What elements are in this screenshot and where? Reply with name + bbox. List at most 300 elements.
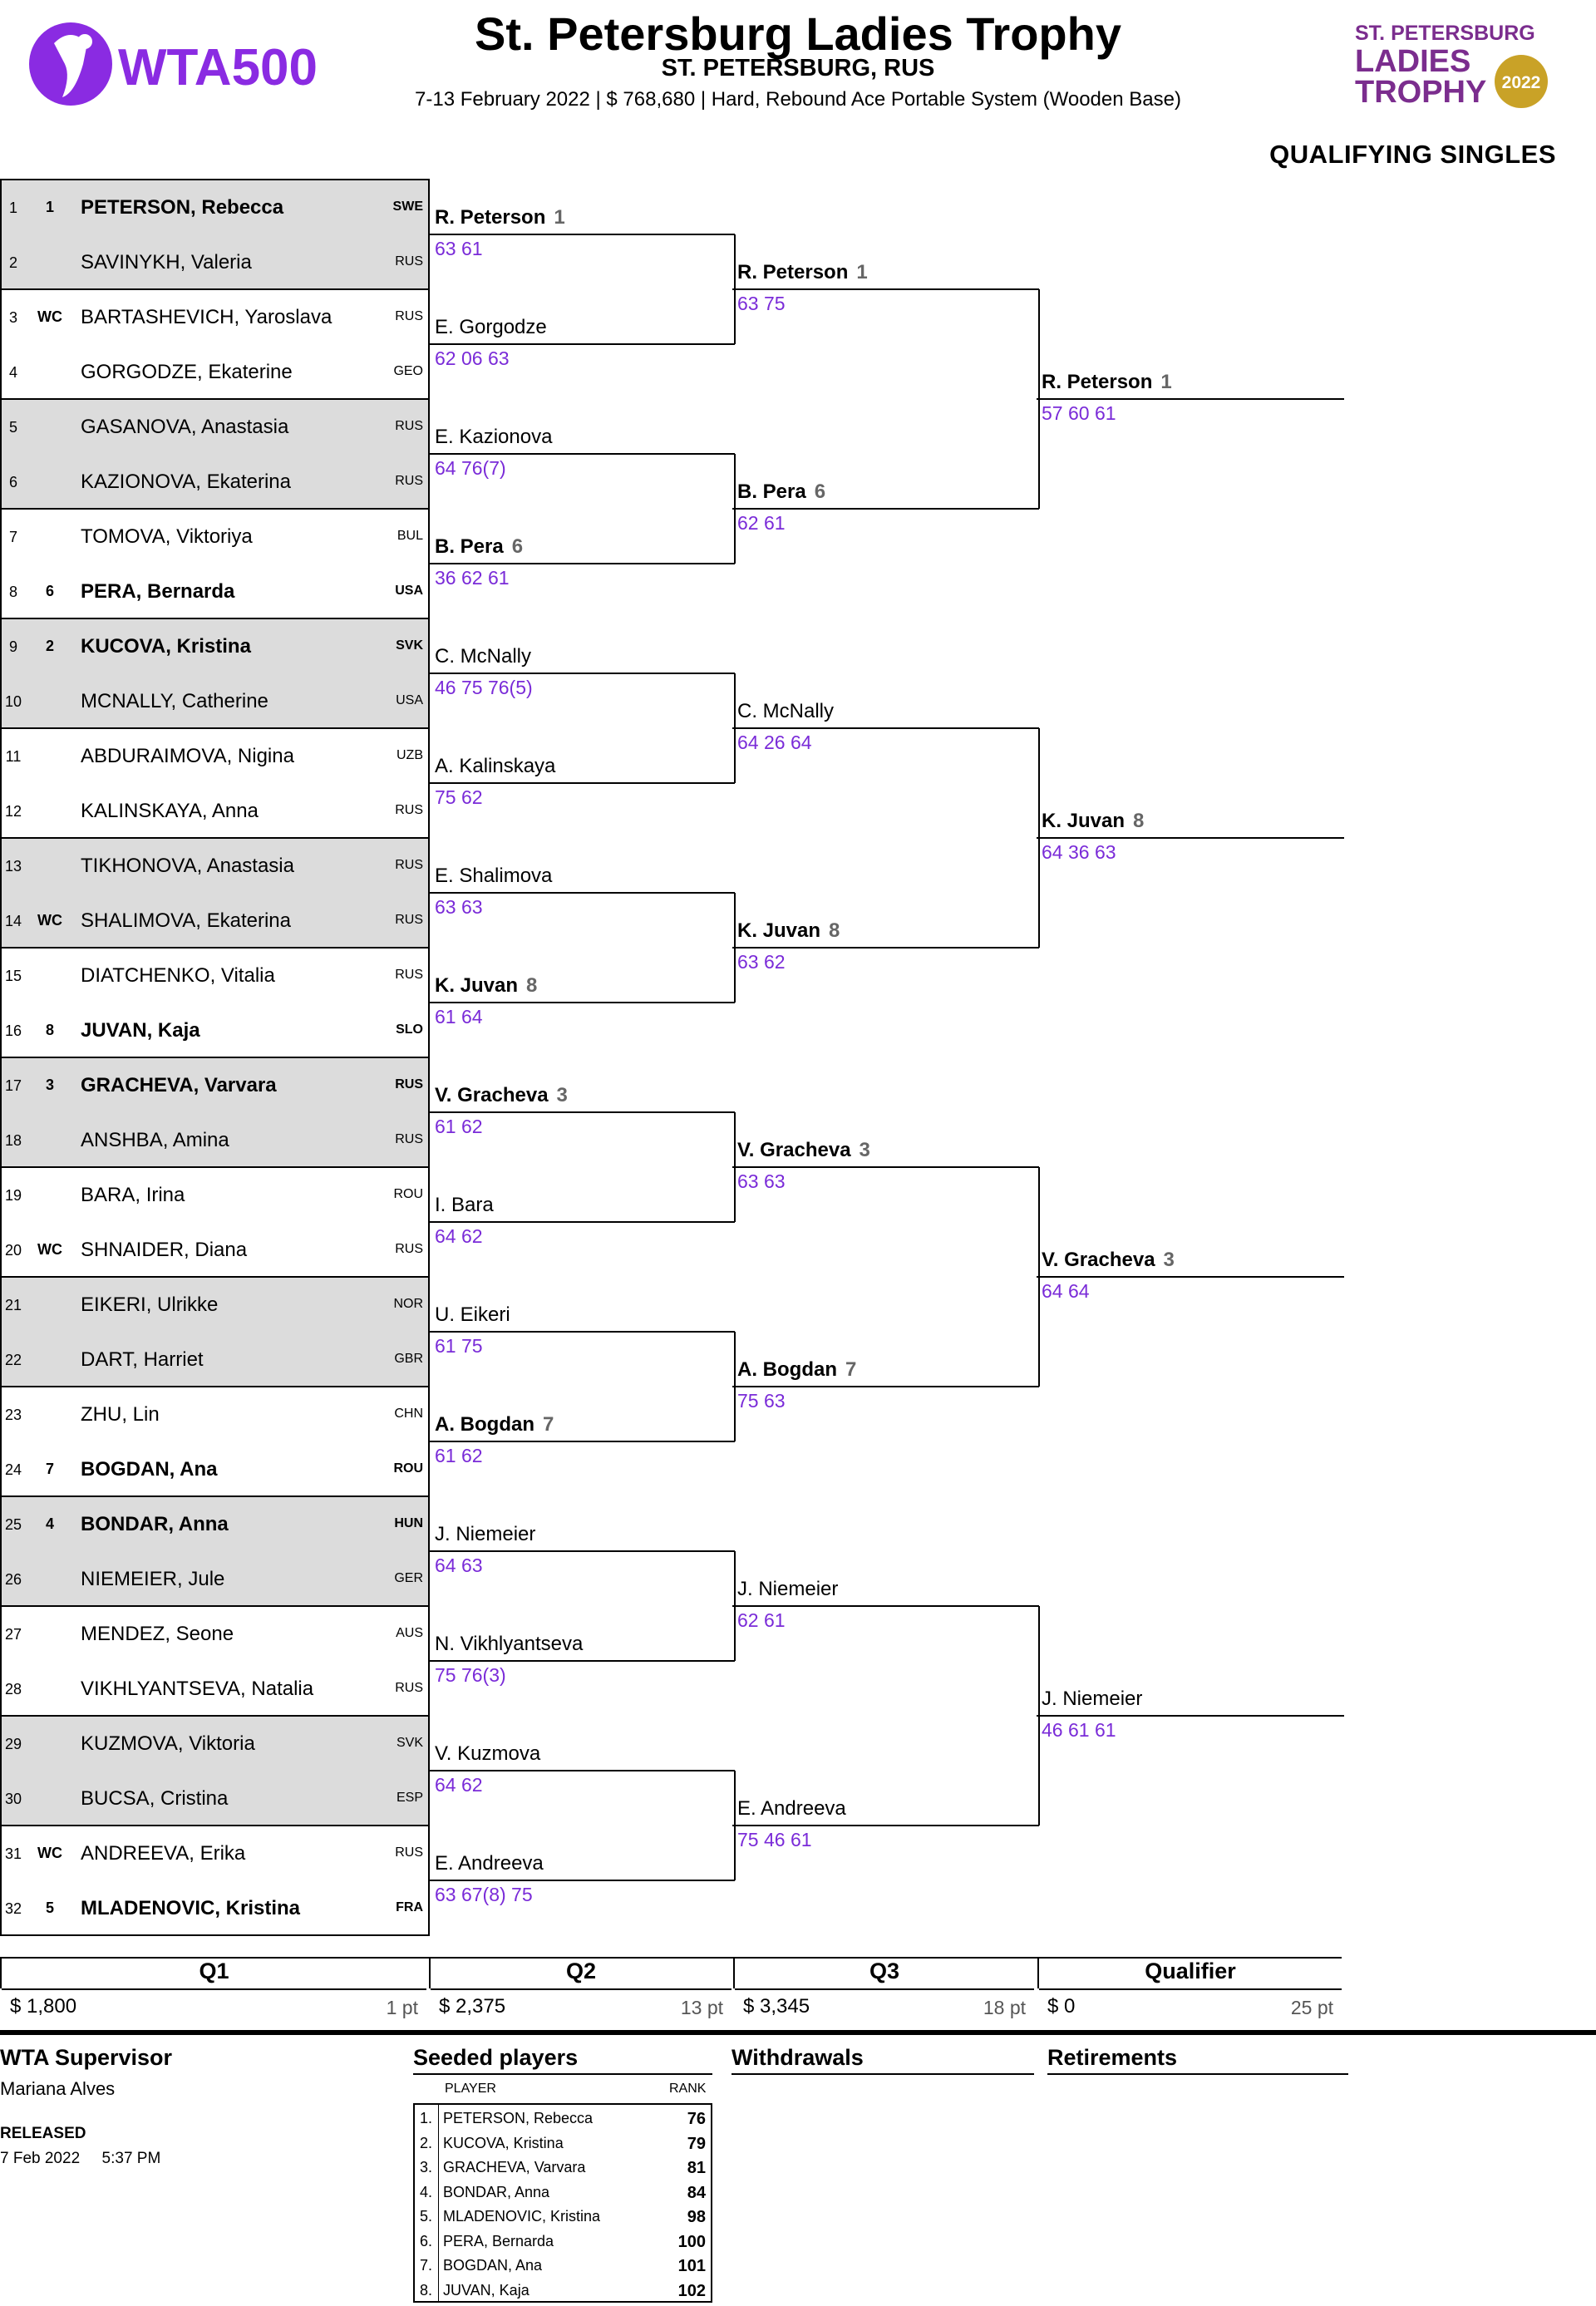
- player-nationality: GEO: [393, 364, 423, 378]
- match-score: 64 62: [435, 1225, 483, 1247]
- footer-separator: [0, 2030, 1596, 2035]
- player-nationality: RUS: [395, 474, 423, 488]
- match-score: 64 36 63: [1042, 841, 1116, 863]
- match-score: 63 61: [435, 238, 483, 259]
- bracket-line: [430, 453, 735, 455]
- seed-marker: 3: [45, 1077, 54, 1093]
- event-logo-line1: ST. PETERSBURG: [1355, 22, 1535, 45]
- match-score: 46 61 61: [1042, 1719, 1116, 1741]
- slot-divider: [0, 1386, 430, 1387]
- match-winner: [435, 1413, 554, 1436]
- released-date: 7 Feb 2022 5:37 PM: [0, 2150, 161, 2167]
- match-winner: [1042, 1249, 1175, 1272]
- player-nationality: ROU: [393, 1461, 423, 1476]
- match-winner: [435, 865, 552, 888]
- match-score: 64 76(7): [435, 457, 506, 479]
- winner-seed: 8: [829, 919, 840, 942]
- player-slot: [0, 1167, 430, 1222]
- slot-frame-right: [428, 180, 430, 1935]
- draw-position: 14: [4, 913, 22, 929]
- winner-name: K. Juvan: [737, 919, 821, 942]
- player-nationality: RUS: [395, 1681, 423, 1695]
- round-header: Q3: [869, 1959, 900, 1983]
- player-slot: [0, 399, 430, 454]
- player-name: KALINSKAYA, Anna: [81, 800, 259, 822]
- winner-seed: 7: [543, 1413, 554, 1436]
- seeded-player-rank: 84: [687, 2183, 706, 2202]
- winner-name: E. Andreeva: [737, 1797, 846, 1820]
- seed-number: 8.: [420, 2281, 433, 2299]
- match-winner: [435, 316, 547, 339]
- slot-divider: [0, 1276, 430, 1278]
- player-slot: [0, 509, 430, 564]
- slot-divider: [0, 288, 430, 290]
- player-name: BONDAR, Anna: [81, 1513, 229, 1535]
- winner-seed: 3: [556, 1084, 568, 1106]
- player-nationality: ESP: [396, 1791, 423, 1805]
- seed-number: 4.: [420, 2183, 433, 2200]
- draw-position: 6: [8, 474, 17, 490]
- draw-position: 29: [4, 1736, 22, 1752]
- winner-seed: 8: [1133, 810, 1145, 832]
- match-score: 64 64: [1042, 1280, 1090, 1302]
- bracket-line: [430, 563, 735, 564]
- draw-position: 12: [4, 803, 22, 820]
- player-slot: [0, 1057, 430, 1112]
- bracket-line: [430, 1770, 735, 1771]
- bracket-line: [1037, 1276, 1344, 1278]
- bracket-line: [430, 673, 735, 674]
- player-name: DART, Harriet: [81, 1348, 204, 1371]
- seed-number: 5.: [420, 2208, 433, 2225]
- player-nationality: RUS: [395, 1077, 423, 1091]
- released-label: RELEASED: [0, 2125, 86, 2142]
- player-nationality: RUS: [395, 1242, 423, 1256]
- match-winner: [435, 535, 523, 559]
- player-slot: [0, 1716, 430, 1771]
- slot-divider: [0, 1495, 430, 1497]
- player-slot: [0, 1003, 430, 1057]
- player-name: KUZMOVA, Viktoria: [81, 1732, 255, 1755]
- player-slot: [0, 234, 430, 289]
- winner-name: U. Eikeri: [435, 1303, 510, 1326]
- bracket-line: [430, 343, 735, 345]
- draw-position: 16: [4, 1022, 22, 1039]
- round-header: Qualifier: [1145, 1959, 1236, 1983]
- withdrawals-title: Withdrawals: [732, 2045, 864, 2070]
- player-nationality: GBR: [394, 1352, 423, 1366]
- draw-position: 28: [4, 1681, 22, 1697]
- seeded-row: [413, 2105, 712, 2129]
- player-slot: [0, 1222, 430, 1277]
- winner-name: J. Niemeier: [1042, 1688, 1143, 1710]
- supervisor-name: Mariana Alves: [0, 2078, 116, 2099]
- player-nationality: UZB: [397, 748, 423, 762]
- player-name: MENDEZ, Seone: [81, 1623, 234, 1645]
- player-name: GASANOVA, Anastasia: [81, 416, 289, 438]
- player-nationality: RUS: [395, 858, 423, 872]
- bracket-line: [732, 1825, 1039, 1826]
- seeded-player-name: BONDAR, Anna: [443, 2183, 550, 2200]
- winner-name: E. Shalimova: [435, 865, 553, 887]
- player-slot: [0, 1771, 430, 1826]
- player-slot: [0, 728, 430, 783]
- seed-number: 7.: [420, 2257, 433, 2274]
- slot-divider: [0, 179, 430, 180]
- bracket-line: [732, 727, 1039, 729]
- event-logo-line3: TROPHY: [1355, 75, 1487, 110]
- match-score: 36 62 61: [435, 567, 510, 589]
- player-name: BARA, Irina: [81, 1184, 185, 1206]
- seed-number: 3.: [420, 2159, 433, 2175]
- player-nationality: RUS: [395, 803, 423, 817]
- winner-seed: 1: [1160, 371, 1172, 393]
- event-logo: [1355, 18, 1554, 110]
- seeded-row: [413, 2277, 712, 2301]
- match-winner: [737, 700, 834, 723]
- draw-position: 15: [4, 968, 22, 984]
- match-score: 75 46 61: [737, 1829, 812, 1850]
- round-header-underline: [1039, 1988, 1342, 1990]
- winner-seed: 3: [1163, 1249, 1175, 1271]
- player-slot: [0, 289, 430, 344]
- bracket-line: [1037, 837, 1344, 839]
- bracket-line: [732, 288, 1039, 290]
- winner-name: V. Gracheva: [1042, 1249, 1155, 1271]
- seeded-col-player: PLAYER: [445, 2082, 496, 2096]
- round-prize: $ 1,800: [10, 1995, 77, 2018]
- round-header-underline: [735, 1988, 1034, 1990]
- winner-name: E. Gorgodze: [435, 316, 547, 338]
- player-nationality: RUS: [395, 1845, 423, 1860]
- round-header-underline: [431, 1988, 732, 1990]
- match-score: 64 26 64: [737, 732, 812, 753]
- player-nationality: GER: [394, 1571, 423, 1585]
- seed-marker: 6: [45, 583, 54, 599]
- player-nationality: SVK: [396, 1736, 423, 1750]
- seeded-row: [413, 2154, 712, 2178]
- match-winner: [435, 755, 555, 778]
- draw-position: 20: [4, 1242, 22, 1259]
- draw-position: 26: [4, 1571, 22, 1588]
- match-score: 61 62: [435, 1116, 483, 1137]
- draw-bracket: [0, 180, 1596, 1942]
- player-name: DIATCHENKO, Vitalia: [81, 964, 275, 987]
- player-slot: [0, 783, 430, 838]
- slot-divider: [0, 1057, 430, 1058]
- player-slot: [0, 673, 430, 728]
- draw-position: 9: [8, 638, 17, 655]
- winner-seed: 7: [845, 1358, 857, 1381]
- round-points: 25 pt: [1290, 1997, 1333, 2018]
- match-score: 62 06 63: [435, 347, 510, 369]
- winner-name: R. Peterson: [1042, 371, 1153, 393]
- match-winner: [435, 1194, 494, 1217]
- seeded-row: [413, 2228, 712, 2252]
- tournament-title: St. Petersburg Ladies Trophy: [475, 7, 1121, 60]
- player-slot: [0, 1496, 430, 1551]
- bracket-line: [732, 508, 1039, 510]
- draw-position: 4: [8, 364, 17, 381]
- winner-name: J. Niemeier: [737, 1578, 839, 1600]
- player-nationality: SVK: [396, 638, 423, 653]
- match-score: 63 67(8) 75: [435, 1884, 533, 1905]
- draw-position: 8: [8, 584, 17, 600]
- player-name: BUCSA, Cristina: [81, 1787, 229, 1810]
- player-nationality: RUS: [395, 913, 423, 927]
- match-winner: [435, 1742, 540, 1766]
- round-header-underline: [2, 1988, 426, 1990]
- player-slot: [0, 1332, 430, 1387]
- player-name: ANSHBA, Amina: [81, 1129, 229, 1151]
- slot-divider: [0, 398, 430, 400]
- player-slot: [0, 618, 430, 673]
- match-score: 61 64: [435, 1006, 483, 1027]
- draw-position: 22: [4, 1352, 22, 1368]
- winner-name: B. Pera: [737, 480, 806, 503]
- slot-frame-left: [0, 180, 2, 1935]
- round-prize: $ 0: [1047, 1995, 1076, 2018]
- seeded-col-divider: [438, 2105, 439, 2301]
- winner-name: B. Pera: [435, 535, 504, 558]
- match-winner: [1042, 1688, 1142, 1711]
- tournament-location: ST. PETERSBURG, RUS: [661, 55, 935, 81]
- seeded-title-underline: [413, 2073, 712, 2075]
- bracket-line: [430, 1111, 735, 1113]
- slot-divider: [0, 1825, 430, 1826]
- round-prize: $ 2,375: [439, 1995, 506, 2018]
- player-name: KUCOVA, Kristina: [81, 635, 251, 658]
- seeded-player-name: MLADENOVIC, Kristina: [443, 2208, 601, 2225]
- player-name: ANDREEVA, Erika: [81, 1842, 246, 1865]
- seeded-player-rank: 101: [677, 2257, 706, 2275]
- slot-divider: [0, 508, 430, 510]
- match-winner: [435, 1633, 583, 1656]
- bracket-line: [430, 1550, 735, 1552]
- player-nationality: RUS: [395, 1132, 423, 1146]
- slot-divider: [0, 727, 430, 729]
- winner-seed: 1: [856, 261, 868, 283]
- match-score: 61 62: [435, 1445, 483, 1466]
- match-winner: [435, 206, 565, 229]
- match-score: 75 76(3): [435, 1664, 506, 1686]
- event-logo-year: 2022: [1501, 73, 1541, 92]
- match-winner: [1042, 371, 1172, 394]
- tournament-info: 7-13 February 2022 | $ 768,680 | Hard, Rebound Ace Portable System (Wooden Base): [415, 88, 1181, 111]
- seeded-player-rank: 100: [677, 2232, 706, 2251]
- player-name: TOMOVA, Viktoriya: [81, 525, 253, 548]
- seed-number: 2.: [420, 2134, 433, 2151]
- retirements-title: Retirements: [1047, 2045, 1178, 2070]
- match-score: 63 63: [737, 1170, 786, 1192]
- player-name: TIKHONOVA, Anastasia: [81, 855, 294, 877]
- retirements-underline: [1047, 2073, 1348, 2075]
- slot-divider: [0, 618, 430, 619]
- bracket-line: [430, 1660, 735, 1662]
- match-score: 62 61: [737, 512, 786, 534]
- seeded-row: [413, 2203, 712, 2227]
- seeded-player-rank: 102: [677, 2281, 706, 2300]
- player-slot: [0, 1441, 430, 1496]
- player-slot: [0, 948, 430, 1003]
- draw-position: 11: [5, 748, 22, 765]
- seed-marker: WC: [37, 308, 62, 325]
- winner-seed: 8: [526, 974, 538, 997]
- player-slot: [0, 838, 430, 893]
- winner-name: E. Andreeva: [435, 1852, 544, 1875]
- match-score: 63 62: [737, 951, 786, 973]
- winner-name: J. Niemeier: [435, 1523, 536, 1545]
- player-name: SHNAIDER, Diana: [81, 1239, 248, 1261]
- slot-divider: [0, 1605, 430, 1607]
- player-name: ZHU, Lin: [81, 1403, 160, 1426]
- player-name: ABDURAIMOVA, Nigina: [81, 745, 294, 767]
- draw-position: 3: [8, 309, 17, 326]
- winner-name: A. Bogdan: [737, 1358, 837, 1381]
- player-nationality: SLO: [396, 1022, 423, 1037]
- player-slot: [0, 893, 430, 948]
- seeded-player-rank: 79: [687, 2134, 706, 2153]
- round-divider: [733, 1959, 735, 1988]
- match-winner: [737, 480, 825, 504]
- winner-seed: 6: [511, 535, 524, 558]
- seed-number: 6.: [420, 2232, 433, 2249]
- seeded-player-rank: 98: [687, 2208, 706, 2226]
- winner-name: A. Kalinskaya: [435, 755, 556, 777]
- draw-position: 30: [4, 1791, 22, 1807]
- seeded-title: Seeded players: [413, 2045, 579, 2070]
- match-score: 61 75: [435, 1335, 483, 1357]
- winner-name: C. McNally: [737, 700, 835, 722]
- player-nationality: ROU: [393, 1187, 423, 1201]
- match-score: 75 63: [737, 1390, 786, 1412]
- match-score: 64 63: [435, 1555, 483, 1576]
- winner-name: I. Bara: [435, 1194, 494, 1216]
- match-winner: [435, 1852, 544, 1875]
- winner-name: E. Kazionova: [435, 426, 553, 448]
- draw-position: 17: [4, 1077, 22, 1094]
- bracket-line: [732, 1386, 1039, 1387]
- draw-position: 1: [8, 200, 17, 216]
- draw-position: 31: [4, 1845, 22, 1862]
- player-nationality: RUS: [395, 309, 423, 323]
- match-winner: [435, 1303, 510, 1327]
- slot-divider: [0, 837, 430, 839]
- bracket-line: [430, 1880, 735, 1881]
- match-score: 57 60 61: [1042, 402, 1116, 424]
- draw-position: 23: [4, 1407, 22, 1423]
- bracket-line: [430, 1331, 735, 1333]
- player-slot: [0, 344, 430, 399]
- round-divider: [0, 1959, 2, 1988]
- seed-number: 1.: [420, 2110, 433, 2126]
- player-nationality: BUL: [397, 529, 423, 543]
- player-slot: [0, 564, 430, 618]
- draw-position: 32: [4, 1900, 22, 1917]
- seed-marker: 1: [45, 199, 54, 215]
- player-name: BARTASHEVICH, Yaroslava: [81, 306, 332, 328]
- player-name: JUVAN, Kaja: [81, 1019, 200, 1042]
- slot-divider: [0, 1715, 430, 1717]
- winner-seed: 6: [814, 480, 826, 503]
- player-name: GORGODZE, Ekaterine: [81, 361, 293, 383]
- bracket-line: [430, 234, 735, 235]
- draw-position: 24: [4, 1461, 22, 1478]
- player-nationality: AUS: [396, 1626, 423, 1640]
- draw-position: 21: [4, 1297, 22, 1313]
- match-winner: [1042, 810, 1144, 833]
- round-divider: [429, 1959, 431, 1988]
- seeded-player-name: JUVAN, Kaja: [443, 2281, 530, 2299]
- match-winner: [737, 1358, 856, 1382]
- round-points: 18 pt: [983, 1997, 1026, 2018]
- seeded-row: [413, 2130, 712, 2154]
- player-name: GRACHEVA, Varvara: [81, 1074, 277, 1096]
- seeded-player-name: KUCOVA, Kristina: [443, 2134, 564, 2151]
- match-winner: [737, 261, 868, 284]
- round-divider: [1037, 1959, 1039, 1988]
- player-name: NIEMEIER, Jule: [81, 1568, 225, 1590]
- draw-position: 19: [4, 1187, 22, 1204]
- match-winner: [737, 1578, 838, 1601]
- match-winner: [435, 426, 552, 449]
- prize-row-top: [0, 1957, 1342, 1959]
- seeded-col-rank: RANK: [669, 2082, 707, 2096]
- bracket-line: [732, 947, 1039, 949]
- event-logo-line2: LADIES: [1355, 44, 1471, 79]
- player-nationality: RUS: [395, 254, 423, 269]
- player-name: BOGDAN, Ana: [81, 1458, 218, 1481]
- wta500-logo-text: WTA500: [118, 39, 318, 96]
- seeded-player-name: BOGDAN, Ana: [443, 2257, 543, 2274]
- match-winner: [435, 645, 531, 668]
- draw-position: 10: [4, 693, 22, 710]
- winner-seed: 3: [859, 1139, 870, 1161]
- match-winner: [435, 1084, 568, 1107]
- seeded-row: [413, 2252, 712, 2276]
- player-slot: [0, 1277, 430, 1332]
- player-slot: [0, 1661, 430, 1716]
- player-name: MCNALLY, Catherine: [81, 690, 268, 712]
- winner-name: N. Vikhlyantseva: [435, 1633, 584, 1655]
- winner-name: K. Juvan: [1042, 810, 1126, 832]
- seed-marker: 4: [45, 1515, 54, 1532]
- player-nationality: RUS: [395, 968, 423, 982]
- player-nationality: USA: [395, 584, 423, 598]
- player-slot: [0, 180, 430, 234]
- seed-marker: WC: [37, 1845, 62, 1861]
- bracket-line: [430, 892, 735, 894]
- draw-position: 5: [8, 419, 17, 436]
- seed-marker: WC: [37, 1241, 62, 1258]
- player-slot: [0, 1880, 430, 1935]
- match-winner: [435, 1523, 535, 1546]
- bracket-line: [1037, 398, 1344, 400]
- draw-position: 27: [4, 1626, 22, 1643]
- player-nationality: FRA: [396, 1900, 423, 1914]
- player-slot: [0, 454, 430, 509]
- match-score: 46 75 76(5): [435, 677, 533, 698]
- bracket-line: [1037, 1715, 1344, 1717]
- draw-position: 13: [4, 858, 22, 875]
- slot-divider: [0, 947, 430, 949]
- player-slot: [0, 1387, 430, 1441]
- seed-marker: WC: [37, 912, 62, 929]
- winner-name: V. Kuzmova: [435, 1742, 541, 1765]
- seeded-player-name: PERA, Bernarda: [443, 2232, 554, 2249]
- bracket-line: [732, 1605, 1039, 1607]
- supervisor-title: WTA Supervisor: [0, 2045, 173, 2070]
